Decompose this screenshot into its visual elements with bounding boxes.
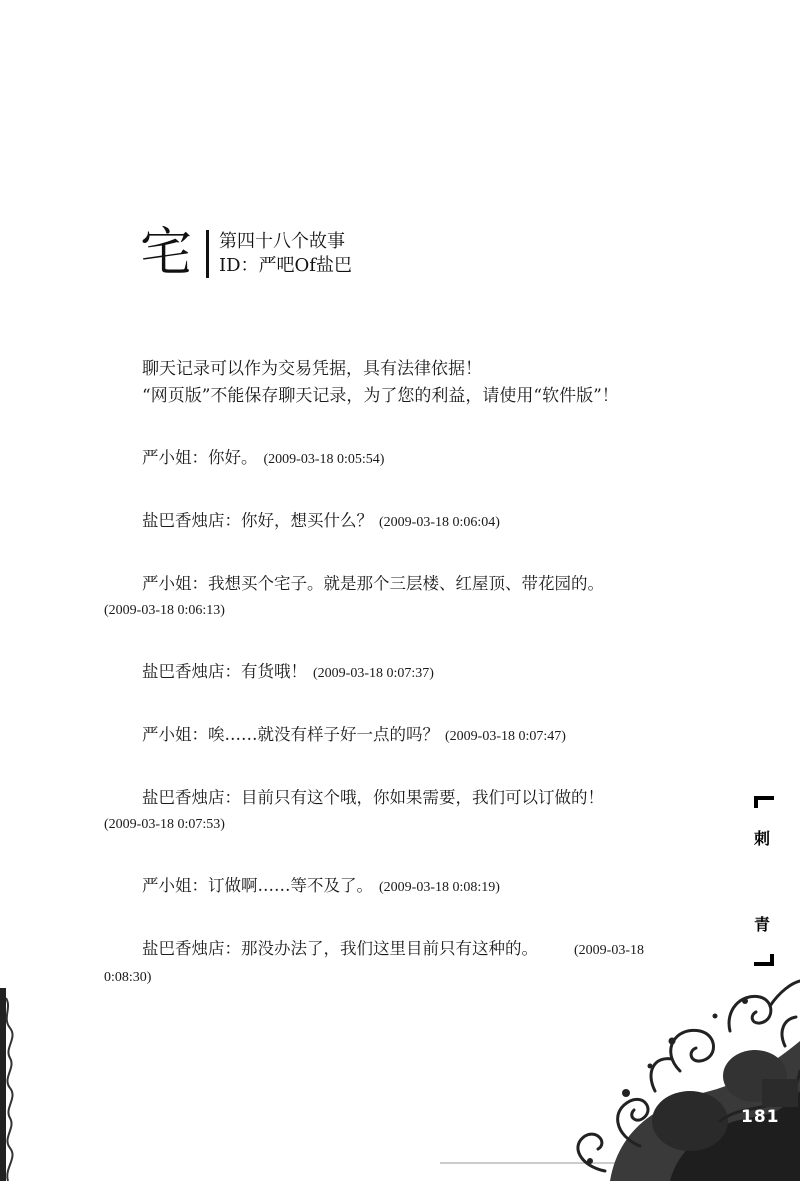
page-edge-decoration	[0, 988, 14, 1181]
chapter-title-char: 宅	[140, 223, 193, 283]
bracket-bottom-icon	[754, 954, 774, 966]
message-speaker: 严小姐：	[142, 574, 208, 593]
book-title-tab	[752, 796, 772, 966]
message-speaker: 盐巴香烛店：	[142, 662, 241, 681]
message-speaker: 盐巴香烛店：	[142, 511, 241, 530]
chat-message	[104, 570, 704, 624]
bracket-top-icon	[754, 796, 774, 808]
message-timestamp: (2009-03-18 0:05:54)	[263, 452, 385, 467]
message-timestamp-continued: 0:08:30)	[104, 970, 152, 985]
notice-line: 聊天记录可以作为交易凭据，具有法律依据！	[142, 359, 482, 379]
chat-message	[104, 721, 704, 750]
message-text: 有货哦！	[241, 662, 307, 681]
message-text: 你好。	[208, 448, 258, 467]
chat-message	[104, 872, 704, 901]
chat-message	[104, 784, 704, 838]
chat-log	[104, 356, 704, 991]
message-text: 那没办法了，我们这里目前只有这种的。	[241, 939, 538, 958]
message-text: 目前只有这个哦，你如果需要，我们可以订做的！	[241, 788, 604, 807]
message-speaker: 盐巴香烛店：	[142, 939, 241, 958]
message-timestamp: (2009-03-18 0:07:47)	[445, 729, 566, 744]
message-text: 你好，想买什么？	[241, 511, 373, 530]
message-speaker: 严小姐：	[142, 876, 208, 895]
chat-message	[104, 658, 704, 687]
chapter-divider	[206, 230, 209, 278]
chat-message	[104, 444, 704, 473]
message-timestamp: (2009-03-18 0:06:04)	[379, 515, 500, 530]
book-title-char: 青	[753, 915, 770, 934]
chat-message	[104, 507, 704, 536]
message-speaker: 盐巴香烛店：	[142, 788, 241, 807]
chapter-header	[140, 222, 400, 284]
chat-notice	[104, 356, 704, 410]
book-title-char: 刺	[753, 829, 770, 848]
swirl-flourish-icon	[440, 971, 800, 1181]
page-number: 181	[741, 1107, 780, 1127]
message-speaker: 严小姐：	[142, 725, 208, 744]
chapter-author-id: ID：严吧Of盐巴	[219, 255, 352, 276]
message-timestamp: (2009-03-18 0:06:13)	[104, 603, 225, 618]
message-timestamp: (2009-03-18 0:07:53)	[104, 817, 225, 832]
message-timestamp: (2009-03-18	[574, 943, 644, 958]
message-timestamp: (2009-03-18 0:07:37)	[313, 666, 434, 681]
message-speaker: 严小姐：	[142, 448, 208, 467]
chapter-number: 第四十八个故事	[219, 231, 345, 252]
message-text: 订做啊……等不及了。	[208, 876, 373, 895]
message-text: 我想买个宅子。就是那个三层楼、红屋顶、带花园的。	[208, 574, 604, 593]
message-text: 唉……就没有样子好一点的吗？	[208, 725, 439, 744]
message-timestamp: (2009-03-18 0:08:19)	[379, 880, 500, 895]
notice-line: “网页版”不能保存聊天记录，为了您的利益，请使用“软件版”！	[142, 386, 619, 406]
